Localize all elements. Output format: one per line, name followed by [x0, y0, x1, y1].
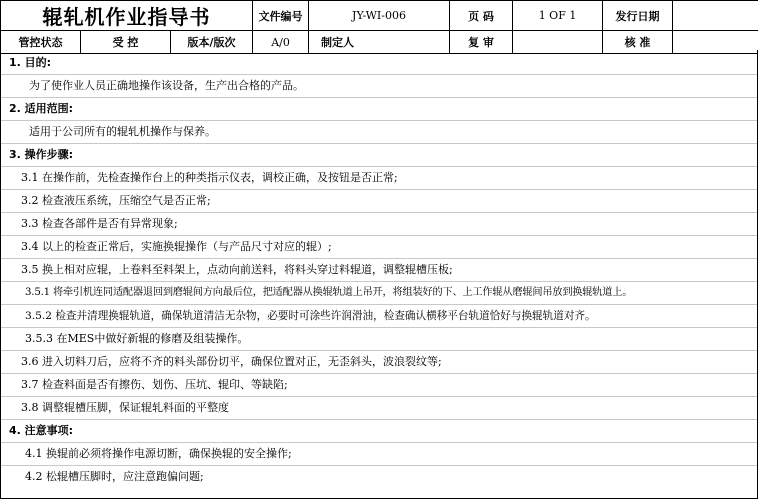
document-title: 辊轧机作业指导书 [1, 1, 253, 31]
control-status-value: 受 控 [81, 31, 171, 54]
step-3-1: 3.1 在操作前，先检查操作台上的种类指示仪表，调校正确，及按钮是否正常; [1, 167, 758, 190]
doc-number-value: JY-WI-006 [309, 1, 450, 31]
issue-date-label: 发行日期 [603, 1, 673, 31]
control-status-label: 管控状态 [1, 31, 81, 54]
section-purpose-title: 1. 目的: [1, 52, 758, 75]
section-steps-title: 3. 操作步骤: [1, 144, 758, 167]
version-value: A/0 [253, 31, 309, 54]
page-label: 页 码 [450, 1, 513, 31]
purpose-text: 为了使作业人员正确地操作该设备，生产出合格的产品。 [1, 75, 758, 98]
step-3-3: 3.3 检查各部件是否有异常现象; [1, 213, 758, 236]
step-3-6: 3.6 进入切料刀后，应将不齐的料头部份切平，确保位置对正，无歪斜头，波浪裂纹等; [1, 351, 758, 374]
note-4-1: 4.1 换辊前必须将操作电源切断，确保换辊的安全操作; [1, 443, 758, 466]
document-body [0, 50, 758, 499]
doc-number-label: 文件编号 [253, 1, 309, 31]
scope-text: 适用于公司所有的辊轧机操作与保养。 [1, 121, 758, 144]
step-3-4: 3.4 以上的检查正常后，实施换辊操作（与产品尺寸对应的辊）; [1, 236, 758, 259]
step-3-8: 3.8 调整辊槽压脚，保证辊轧料面的平整度 [1, 397, 758, 420]
note-4-2: 4.2 松辊槽压脚时，应注意跑偏问题; [25, 470, 204, 483]
page-value: 1 OF 1 [513, 1, 603, 31]
step-3-5: 3.5 换上相对应辊，上卷料至料架上，点动向前送料，将料头穿过料辊道，调整辊槽压板; [1, 259, 758, 282]
version-label: 版本/版次 [171, 31, 253, 54]
document-header-table [0, 0, 758, 54]
step-3-5-3: 3.5.3 在MES中做好新辊的修磨及组装操作。 [1, 328, 758, 351]
section-notes-title: 4. 注意事项: [1, 420, 758, 443]
issue-date-value [673, 1, 758, 31]
step-3-7: 3.7 检查料面是否有擦伤、划伤、压坑、辊印、等缺陷; [1, 374, 758, 397]
review-label: 复 审 [450, 31, 513, 54]
approve-label: 核 准 [603, 31, 673, 54]
step-3-5-1: 3.5.1 将牵引机连同适配器退回到磨辊间方向最后位，把适配器从换辊轨道上吊开，将组装好的下、上工作辊从磨辊间吊放到换辊轨道上。 [1, 282, 758, 305]
section-scope-title: 2. 适用范围: [1, 98, 758, 121]
step-3-5-2: 3.5.2 检查并清理换辊轨道，确保轨道清洁无杂物，必要时可涂些许润滑油，检查确认横移平台轨道恰好与换辊轨道对齐。 [1, 305, 758, 328]
author-label: 制定人 [309, 31, 450, 54]
step-3-2: 3.2 检查液压系统，压缩空气是否正常; [1, 190, 758, 213]
